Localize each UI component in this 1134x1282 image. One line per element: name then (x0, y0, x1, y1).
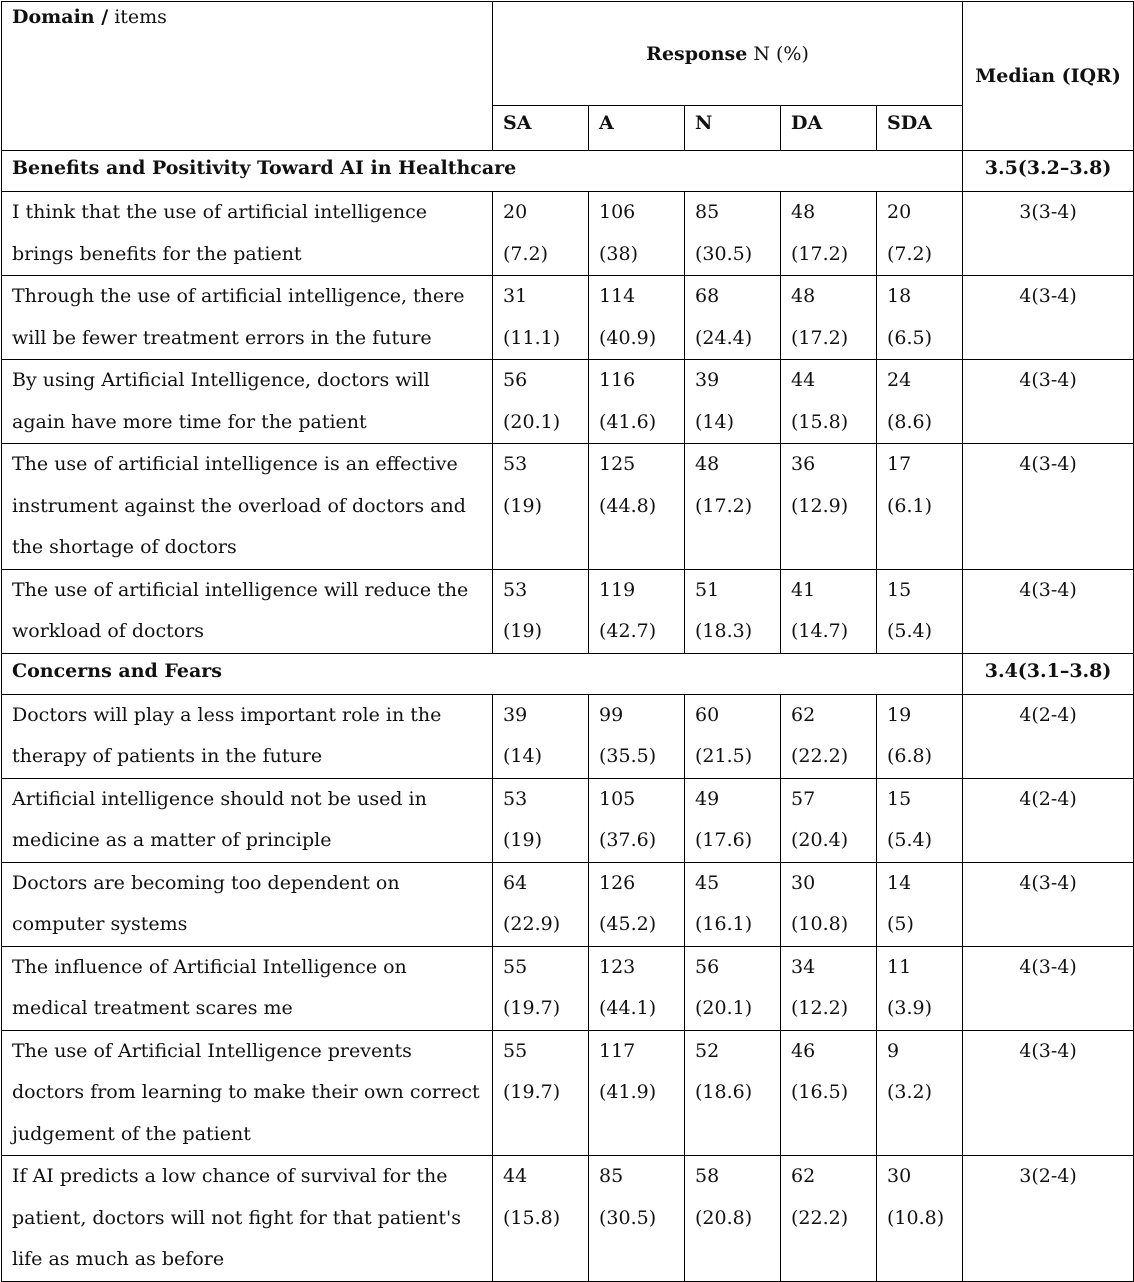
response-count: 19 (887, 703, 912, 726)
response-count: 62 (791, 703, 816, 726)
response-percent: (41.9) (599, 1081, 657, 1103)
response-count: 18 (887, 285, 912, 307)
domain-row (2, 653, 1134, 694)
response-cell (685, 276, 781, 360)
item-median: 4(3-4) (963, 569, 1134, 653)
item-median: 4(3-4) (963, 444, 1134, 570)
items-label: items (114, 6, 167, 28)
item-text: The use of Artificial Intelligence prevents doctors from learning to make their own correct judgement of the patient (2, 1030, 493, 1156)
response-cell (877, 1156, 963, 1282)
response-percent: (44.1) (599, 997, 657, 1019)
response-cell (685, 360, 781, 444)
response-cell (781, 1156, 877, 1282)
response-count: 57 (791, 787, 816, 810)
response-cell (877, 862, 963, 946)
sub-column-da: DA (781, 106, 877, 151)
item-text: By using Artificial Intelligence, doctors will again have more time for the patient (2, 360, 493, 444)
response-percent: (16.5) (791, 1081, 849, 1103)
response-percent: (44.8) (599, 494, 657, 517)
response-cell (877, 444, 963, 570)
table-body (2, 151, 1134, 1282)
response-count: 14 (887, 871, 912, 894)
response-count: 56 (695, 955, 720, 978)
response-percent: (10.8) (791, 913, 849, 935)
domain-row (2, 151, 1134, 192)
response-count: 30 (791, 871, 816, 894)
response-percent: (12.2) (791, 997, 849, 1019)
sub-column-sa: SA (493, 106, 589, 151)
item-median: 3(3-4) (963, 192, 1134, 276)
response-cell (493, 862, 589, 946)
response-percent: (17.2) (695, 494, 753, 517)
response-percent: (11.1) (503, 326, 561, 349)
response-cell (589, 444, 685, 570)
response-cell (685, 694, 781, 778)
item-text: If AI predicts a low chance of survival for the patient, doctors will not fight for that patient's life as much as before (2, 1156, 493, 1282)
response-percent: (20.1) (695, 997, 753, 1019)
response-cell (781, 778, 877, 862)
response-count: 34 (791, 955, 816, 978)
item-median: 4(3-4) (963, 360, 1134, 444)
response-count: 53 (503, 787, 528, 810)
response-percent: (6.8) (887, 745, 933, 767)
response-cell (685, 1030, 781, 1156)
response-count: 85 (695, 201, 720, 223)
response-cell (781, 444, 877, 570)
item-median: 4(3-4) (963, 1030, 1134, 1156)
response-percent: (3.2) (887, 1081, 933, 1103)
response-count: 20 (503, 201, 528, 223)
response-cell (589, 569, 685, 653)
table-row (2, 360, 1134, 444)
response-cell (589, 694, 685, 778)
item-median: 4(3-4) (963, 862, 1134, 946)
response-percent: (17.2) (791, 326, 849, 349)
response-cell (493, 444, 589, 570)
response-count: 44 (791, 369, 816, 391)
response-cell (493, 1156, 589, 1282)
response-cell (877, 1030, 963, 1156)
response-percent: (18.3) (695, 620, 753, 642)
response-percent: (19.7) (503, 997, 561, 1019)
response-percent: (20.1) (503, 410, 561, 433)
response-cell (493, 192, 589, 276)
response-percent: (18.6) (695, 1081, 753, 1103)
domain-label: Domain / (12, 6, 109, 28)
table-row (2, 1156, 1134, 1282)
table-row (2, 1030, 1134, 1156)
table-row (2, 694, 1134, 778)
response-percent: (20.8) (695, 1206, 753, 1229)
item-text: Doctors will play a less important role in the therapy of patients in the future (2, 694, 493, 778)
table-row (2, 946, 1134, 1030)
response-percent: (30.5) (599, 1206, 657, 1229)
response-percent: (22.2) (791, 745, 849, 767)
response-cell (877, 276, 963, 360)
response-percent: (6.1) (887, 494, 933, 517)
domain-median: 3.5(3.2–3.8) (963, 151, 1134, 192)
item-median: 3(2-4) (963, 1156, 1134, 1282)
response-percent: (5) (887, 913, 914, 935)
sub-column-a: A (589, 106, 685, 151)
response-count: 60 (695, 703, 720, 726)
response-percent: (17.6) (695, 829, 753, 851)
response-count: 56 (503, 369, 528, 391)
response-count: 119 (599, 578, 636, 601)
response-cell (781, 862, 877, 946)
response-count: 39 (503, 703, 528, 726)
response-percent: (24.4) (695, 326, 753, 349)
response-cell (781, 946, 877, 1030)
response-percent: (3.9) (887, 997, 933, 1019)
response-count: 46 (791, 1039, 816, 1062)
response-header (493, 2, 963, 106)
response-count: 68 (695, 285, 720, 307)
response-percent: (14.7) (791, 620, 849, 642)
domain-items-header (2, 2, 493, 151)
response-percent: (14) (503, 745, 543, 767)
response-percent: (17.2) (791, 242, 849, 265)
response-cell (685, 444, 781, 570)
response-percent: (19.7) (503, 1081, 561, 1103)
response-percent: (6.5) (887, 326, 933, 349)
response-count: 20 (887, 201, 912, 223)
response-cell (685, 946, 781, 1030)
response-cell (781, 1030, 877, 1156)
response-percent: (12.9) (791, 494, 849, 517)
table-row (2, 862, 1134, 946)
table-row (2, 276, 1134, 360)
response-percent: (15.8) (503, 1206, 561, 1229)
response-count: 55 (503, 1039, 528, 1062)
domain-title: Benefits and Positivity Toward AI in Healthcare (2, 151, 963, 192)
response-percent: (8.6) (887, 410, 933, 433)
survey-table (1, 1, 1134, 1282)
response-cell (589, 778, 685, 862)
response-cell (781, 192, 877, 276)
response-cell (589, 946, 685, 1030)
response-count: 53 (503, 578, 528, 601)
response-count: 15 (887, 787, 912, 810)
domain-median: 3.4(3.1–3.8) (963, 653, 1134, 694)
response-cell (493, 360, 589, 444)
response-count: 126 (599, 871, 636, 894)
response-count: 11 (887, 955, 912, 978)
domain-title: Concerns and Fears (2, 653, 963, 694)
median-header: Median (IQR) (963, 2, 1134, 151)
response-cell (877, 778, 963, 862)
response-count: 125 (599, 453, 636, 475)
response-count: 64 (503, 871, 528, 894)
response-cell (589, 192, 685, 276)
response-cell (493, 569, 589, 653)
response-count: 49 (695, 787, 720, 810)
response-percent: (7.2) (887, 242, 933, 265)
response-percent: (7.2) (503, 242, 549, 265)
response-percent: (5.4) (887, 829, 933, 851)
response-percent: (16.1) (695, 913, 753, 935)
response-cell (589, 360, 685, 444)
response-percent: (30.5) (695, 242, 753, 265)
response-cell (685, 192, 781, 276)
response-percent: (40.9) (599, 326, 657, 349)
item-text: The use of artificial intelligence is an effective instrument against the overload of doctors and the shortage of doctors (2, 444, 493, 570)
response-count: 41 (791, 578, 816, 601)
sub-column-sda: SDA (877, 106, 963, 151)
table-row (2, 778, 1134, 862)
response-count: 9 (887, 1039, 900, 1062)
response-percent: (19) (503, 829, 543, 851)
response-count: 31 (503, 285, 528, 307)
response-cell (781, 694, 877, 778)
response-percent: (15.8) (791, 410, 849, 433)
response-cell (877, 694, 963, 778)
response-count: 48 (695, 453, 720, 475)
response-percent: (22.2) (791, 1206, 849, 1229)
item-text: Through the use of artificial intelligence, there will be fewer treatment errors in the future (2, 276, 493, 360)
response-percent: (20.4) (791, 829, 849, 851)
response-count: 51 (695, 578, 720, 601)
response-percent: (37.6) (599, 829, 657, 851)
response-cell (877, 946, 963, 1030)
response-count: 45 (695, 871, 720, 894)
response-count: 30 (887, 1165, 912, 1187)
response-count: 106 (599, 201, 636, 223)
response-cell (877, 192, 963, 276)
response-count: 48 (791, 201, 816, 223)
response-count: 114 (599, 285, 636, 307)
response-percent: (22.9) (503, 913, 561, 935)
response-cell (781, 569, 877, 653)
response-percent: (45.2) (599, 913, 657, 935)
response-count: 123 (599, 955, 636, 978)
response-cell (493, 1030, 589, 1156)
table-row (2, 569, 1134, 653)
response-count: 48 (791, 285, 816, 307)
response-cell (781, 360, 877, 444)
response-cell (685, 569, 781, 653)
response-percent: (19) (503, 494, 543, 517)
response-cell (493, 276, 589, 360)
item-text: I think that the use of artificial intelligence brings benefits for the patient (2, 192, 493, 276)
table-header (2, 2, 1134, 151)
item-text: The use of artificial intelligence will reduce the workload of doctors (2, 569, 493, 653)
response-cell (589, 1156, 685, 1282)
response-count: 15 (887, 578, 912, 601)
response-percent: (14) (695, 410, 735, 433)
response-cell (877, 360, 963, 444)
response-count: 24 (887, 369, 912, 391)
response-count: 39 (695, 369, 720, 391)
response-percent: (41.6) (599, 410, 657, 433)
response-cell (685, 862, 781, 946)
response-percent: (5.4) (887, 620, 933, 642)
response-count: 44 (503, 1165, 528, 1187)
item-text: Doctors are becoming too dependent on computer systems (2, 862, 493, 946)
response-cell (877, 569, 963, 653)
response-count: 116 (599, 369, 636, 391)
response-percent: (19) (503, 620, 543, 642)
response-count: 85 (599, 1165, 624, 1187)
response-cell (493, 694, 589, 778)
item-median: 4(2-4) (963, 694, 1134, 778)
response-count: 62 (791, 1165, 816, 1187)
response-unit: N (%) (753, 42, 809, 65)
item-median: 4(3-4) (963, 276, 1134, 360)
response-cell (589, 862, 685, 946)
item-median: 4(2-4) (963, 778, 1134, 862)
response-percent: (35.5) (599, 745, 657, 767)
response-count: 99 (599, 703, 624, 726)
response-count: 53 (503, 453, 528, 475)
response-percent: (42.7) (599, 620, 657, 642)
response-cell (685, 778, 781, 862)
response-percent: (21.5) (695, 745, 753, 767)
response-count: 17 (887, 453, 912, 475)
response-label: Response (646, 42, 748, 65)
response-count: 105 (599, 787, 636, 810)
response-percent: (10.8) (887, 1206, 945, 1229)
response-cell (589, 1030, 685, 1156)
item-text: The influence of Artificial Intelligence on medical treatment scares me (2, 946, 493, 1030)
response-count: 52 (695, 1039, 720, 1062)
response-count: 117 (599, 1039, 636, 1062)
response-cell (685, 1156, 781, 1282)
table-row (2, 444, 1134, 570)
item-median: 4(3-4) (963, 946, 1134, 1030)
item-text: Artificial intelligence should not be used in medicine as a matter of principle (2, 778, 493, 862)
table-row (2, 192, 1134, 276)
response-cell (589, 276, 685, 360)
response-cell (781, 276, 877, 360)
response-cell (493, 778, 589, 862)
response-count: 36 (791, 453, 816, 475)
response-count: 58 (695, 1165, 720, 1187)
response-count: 55 (503, 955, 528, 978)
sub-column-n: N (685, 106, 781, 151)
response-percent: (38) (599, 242, 639, 265)
response-cell (493, 946, 589, 1030)
